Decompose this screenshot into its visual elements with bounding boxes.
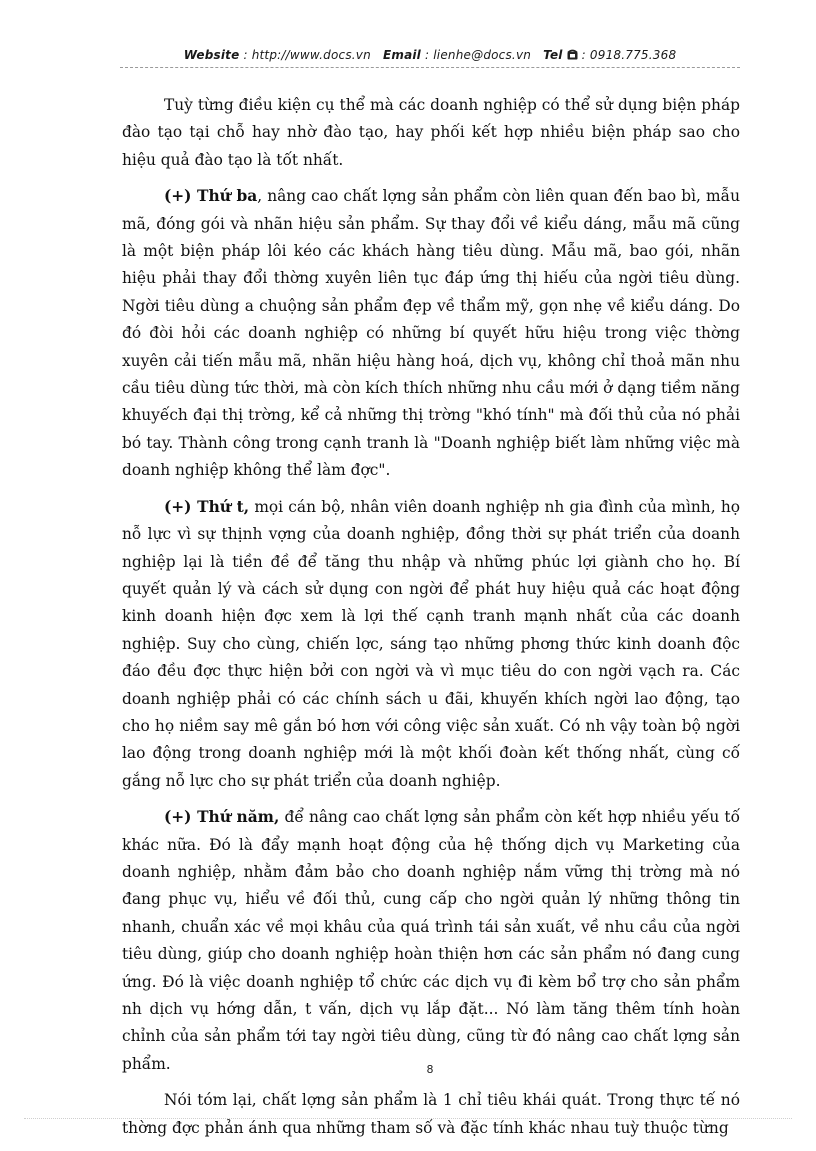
website-label: Website (183, 48, 240, 62)
phone-icon (567, 49, 578, 63)
paragraph-1 (122, 92, 740, 174)
paragraph-4 (122, 804, 740, 1078)
website-value: : http://www.docs.vn (243, 48, 371, 62)
header-divider (120, 67, 740, 68)
email-label: Email (382, 48, 421, 62)
document-body (122, 92, 740, 1151)
paragraph-lead: (+) Thứ t, (164, 497, 250, 516)
footer-divider (24, 1118, 792, 1119)
email-value: : lienhe@docs.vn (425, 48, 532, 62)
paragraph-5 (122, 1087, 740, 1142)
paragraph-text: , nâng cao chất lợng sản phẩm còn liên quan đến bao bì, mẫu mã, đóng gói và nhãn hiệu sản phẩm. Sự thay đổi về kiểu dáng, mẫu mã cũng là một biện pháp lôi kéo các khách hàng tiêu dùng. Mẫu mã, bao gói, nhãn hiệu phải thay đổi thờng xuyên liên tục đáp ứng thị hiếu của ngời tiêu dùng. Ngời tiêu dùng a chuộng sản phẩm đẹp về thẩm mỹ, gọn nhẹ về kiểu dáng. Do đó đòi hỏi các doanh nghiệp có những bí quyết hữu hiệu trong việc thờng xuyên cải tiến mẫu mã, nhãn hiệu hàng hoá, dịch vụ, không chỉ thoả mãn nhu cầu tiêu dùng tức thời, mà còn kích thích những nhu cầu mới ở dạng tiềm năng khuyếch đại thị trờng, kể cả những thị trờng "khó tính" mà đối thủ của nó phải bó tay. Thành công trong cạnh tranh là "Doanh nghiệp biết làm những việc mà doanh nghiệp không thể làm đợc". (122, 187, 740, 480)
paragraph-lead: (+) Thứ năm, (164, 808, 280, 827)
paragraph-3 (122, 494, 740, 795)
paragraph-text: để nâng cao chất lợng sản phẩm còn kết hợp nhiều yếu tố khác nữa. Đó là đẩy mạnh hoạt động của hệ thống dịch vụ Marketing của doanh nghiệp, nhằm đảm bảo cho doanh nghiệp nắm vững thị trờng mà nó đang phục vụ, hiểu về đối thủ, cung cấp cho ngời quản lý những thông tin nhanh, chuẩn xác về mọi khâu của quá trình tái sản xuất, về nhu cầu của ngời tiêu dùng, giúp cho doanh nghiệp hoàn thiện hơn các sản phẩm nó đang cung ứng. Đó là việc doanh nghiệp tổ chức các dịch vụ đi kèm bổ trợ cho sản phẩm nh dịch vụ hớng dẫn, t vấn, dịch vụ lắp đặt... Nó làm tăng thêm tính hoàn chỉnh của sản phẩm tới tay ngời tiêu dùng, cũng từ đó nâng cao chất lợng sản phẩm. (122, 808, 740, 1073)
paragraph-text: mọi cán bộ, nhân viên doanh nghiệp nh gia đình của mình, họ nỗ lực vì sự thịnh vợng của doanh nghiệp, đồng thời sự phát triển của doanh nghiệp lại là tiền đề để tăng thu nhập và những phúc lợi giành cho họ. Bí quyết quản lý và cách sử dụng con ngời để phát huy hiệu quả các hoạt động kinh doanh hiện đợc xem là lợi thế cạnh tranh mạnh nhất của các doanh nghiệp. Suy cho cùng, chiến lợc, sáng tạo những phơng thức kinh doanh độc đáo đều đợc thực hiện bởi con ngời và vì mục tiêu do con ngời vạch ra. Các doanh nghiệp phải có các chính sách u đãi, khuyến khích ngời lao động, tạo cho họ niềm say mê gắn bó hơn với công việc sản xuất. Có nh vậy toàn bộ ngời lao động trong doanh nghiệp mới là một khối đoàn kết thống nhất, cùng cố gắng nỗ lực cho sự phát triển của doanh nghiệp. (122, 497, 740, 790)
paragraph-lead: (+) Thứ ba (164, 187, 258, 206)
paragraph-2 (122, 183, 740, 484)
page-number: 8 (426, 1063, 434, 1076)
paragraph-text: Nói tóm lại, chất lợng sản phẩm là 1 chỉ tiêu khái quát. Trong thực tế nó thờng đợc phản ánh qua những tham số và đặc tính khác nhau tuỳ thuộc từng (122, 1091, 740, 1137)
page-header (120, 48, 740, 63)
tel-value: : 0918.775.368 (581, 48, 677, 62)
paragraph-text: Tuỳ từng điều kiện cụ thể mà các doanh nghiệp có thể sử dụng biện pháp đào tạo tại chỗ hay nhờ đào tạo, hay phối kết hợp nhiều biện pháp sao cho hiệu quả đào tạo là tốt nhất. (122, 96, 740, 169)
tel-label: Tel (543, 48, 563, 62)
